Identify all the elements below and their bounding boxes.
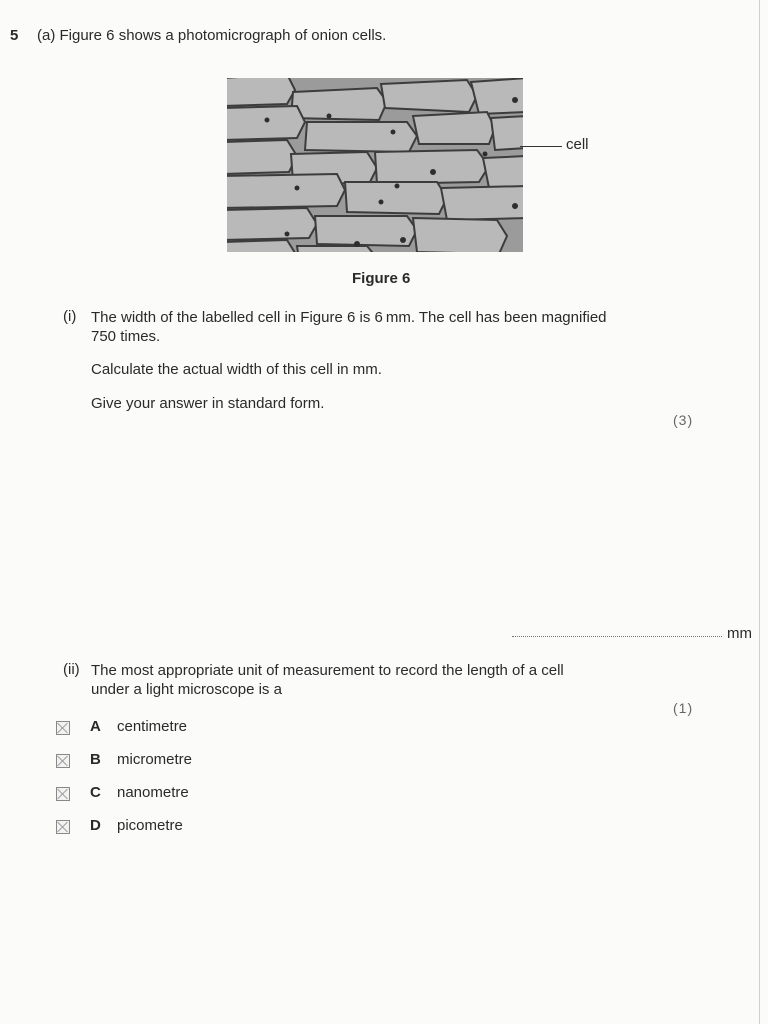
- option-a[interactable]: [56, 718, 356, 738]
- option-letter: B: [90, 751, 101, 768]
- part-i-line-2: 750 times.: [91, 328, 161, 345]
- option-b[interactable]: [56, 751, 356, 771]
- answer-unit: mm: [727, 625, 752, 642]
- part-ii-marks: (1): [673, 700, 694, 716]
- option-letter: A: [90, 718, 101, 735]
- part-ii-label: (ii): [63, 661, 80, 678]
- checkbox-icon[interactable]: [56, 787, 70, 801]
- part-i-line-1: The width of the labelled cell in Figure 6 is 6 mm. The cell has been magnified: [91, 309, 607, 326]
- option-text: picometre: [117, 817, 183, 834]
- option-c[interactable]: [56, 784, 356, 804]
- cell-label: cell: [566, 136, 589, 153]
- onion-cells-photomicrograph: [227, 78, 523, 252]
- part-i-label: (i): [63, 308, 77, 325]
- option-text: centimetre: [117, 718, 188, 735]
- question-intro: (a) Figure 6 shows a photomicrograph of onion cells.: [37, 27, 387, 44]
- option-text: nanometre: [117, 784, 189, 801]
- part-i-marks: (3): [673, 412, 694, 428]
- option-letter: D: [90, 817, 101, 834]
- question-number: 5: [10, 27, 19, 44]
- checkbox-icon[interactable]: [56, 754, 70, 768]
- answer-line[interactable]: [512, 636, 722, 637]
- part-i-instruction-2: Give your answer in standard form.: [91, 395, 325, 412]
- option-d[interactable]: [56, 817, 356, 837]
- part-i-instruction-1: Calculate the actual width of this cell in mm.: [91, 361, 382, 378]
- option-text: micrometre: [117, 751, 193, 768]
- option-letter: C: [90, 784, 101, 801]
- page-edge: [759, 0, 760, 1024]
- part-ii-line-1: The most appropriate unit of measurement to record the length of a cell: [91, 662, 564, 679]
- figure-caption: Figure 6: [352, 270, 411, 287]
- checkbox-icon[interactable]: [56, 820, 70, 834]
- checkbox-icon[interactable]: [56, 721, 70, 735]
- cell-pointer-line: [520, 146, 562, 147]
- part-ii-line-2: under a light microscope is a: [91, 681, 282, 698]
